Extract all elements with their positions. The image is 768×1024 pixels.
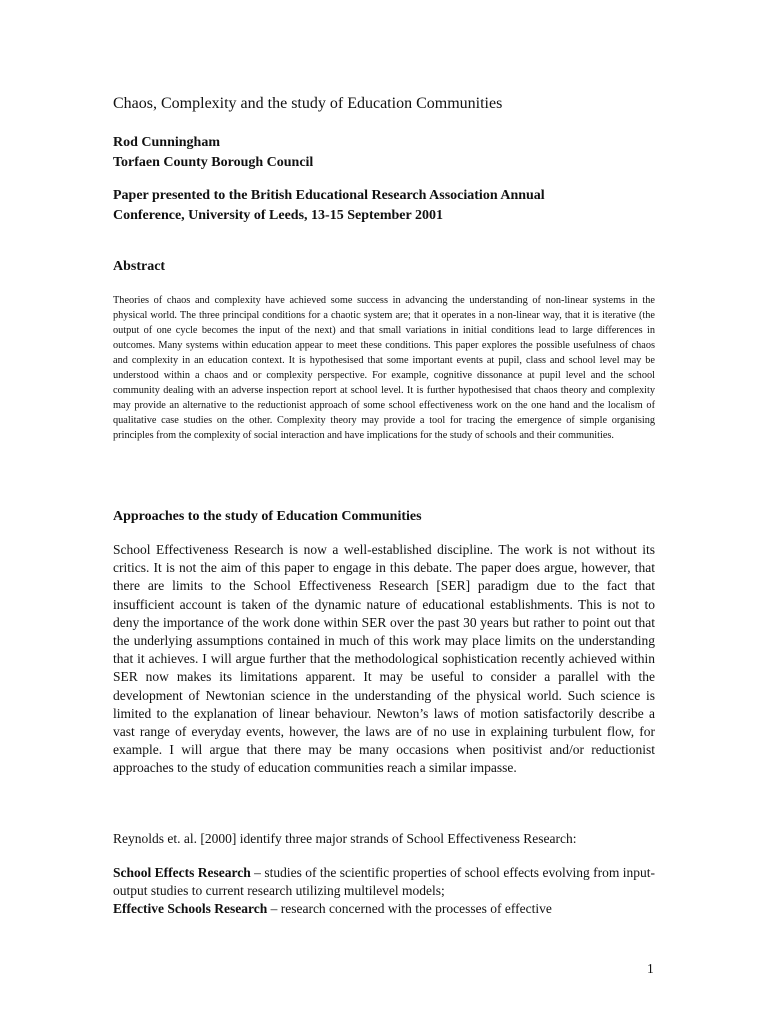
- abstract-heading: Abstract: [113, 259, 166, 274]
- presentation-note-line-2: Conference, University of Leeds, 13-15 September 2001: [113, 208, 443, 223]
- strand-list: [113, 864, 655, 919]
- strand-description: – studies of the scientific properties of school effects evolving from input-output studies to current research utilizing multilevel models;: [113, 865, 655, 899]
- paper-title: Chaos, Complexity and the study of Education Communities: [113, 95, 503, 112]
- reynolds-sentence: Reynolds et. al. [2000] identify three major strands of School Effectiveness Research:: [113, 831, 577, 846]
- section-heading: Approaches to the study of Education Communities: [113, 509, 422, 524]
- author-name: Rod Cunningham: [113, 135, 220, 150]
- strand-item: [113, 864, 655, 900]
- body-paragraph: School Effectiveness Research is now a well-established discipline. The work is not without its critics. It is not the aim of this paper to engage in this debate. The paper does argue, however, that there are limits to the School Effectiveness Research [SER] paradigm due to the fact that insufficient account is taken of the dynamic nature of educational establishments. This is not to deny the importance of the work done within SER over the past 30 years but rather to point out that the underlying assumptions contained in much of this work may place limits on the understanding that it achieves. I will argue further that the methodological sophistication recently achieved within SER now makes its limitations apparent. It may be useful to consider a parallel with the development of Newtonian science in the understanding of the physical world. Such science is limited to the explanation of linear behaviour. Newton’s laws of motion satisfactorily describe a vast range of everyday events, however, the laws are of no use in explaining turbulent flow, for example. I will argue that there may be many occasions when positivist and/or reductionist approaches to the study of education communities reach a similar impasse.: [113, 542, 655, 776]
- presentation-note: [113, 186, 673, 226]
- author-block: [113, 133, 673, 173]
- page-number: 1: [647, 961, 654, 976]
- abstract-text: Theories of chaos and complexity have achieved some success in advancing the understanding of non-linear systems in the physical world. The three principal conditions for a chaotic system are; that it operates in a non-linear way, that it is iterative (the output of one cycle becomes the input of the next) and that small variations in initial conditions lead to large differences in outcomes. Many systems within education appear to meet these conditions. This paper explores the possible usefulness of chaos and complexity in an education context. It is hypothesised that some important events at pupil, class and school level may be understood within a chaos and or complexity perspective. For example, cognitive dissonance at pupil level and the school community dealing with an adverse inspection report at school level. It is further hypothesised that chaos theory and complexity may provide an alternative to the reductionist approach of some school effectiveness work on the one hand and the localism of qualitative case studies on the other. Complexity theory may provide a tool for tracing the emergence of simple organising principles from the complexity of social interaction and have implications for the study of schools and their communities.: [113, 295, 655, 441]
- strand-term: School Effects Research: [113, 865, 251, 880]
- author-affiliation: Torfaen County Borough Council: [113, 155, 314, 170]
- strand-item: [113, 900, 655, 918]
- strand-term: Effective Schools Research: [113, 901, 268, 917]
- strand-description: – research concerned with the processes of effective: [267, 901, 552, 917]
- presentation-note-line-1: Paper presented to the British Educational Research Association Annual: [113, 188, 545, 203]
